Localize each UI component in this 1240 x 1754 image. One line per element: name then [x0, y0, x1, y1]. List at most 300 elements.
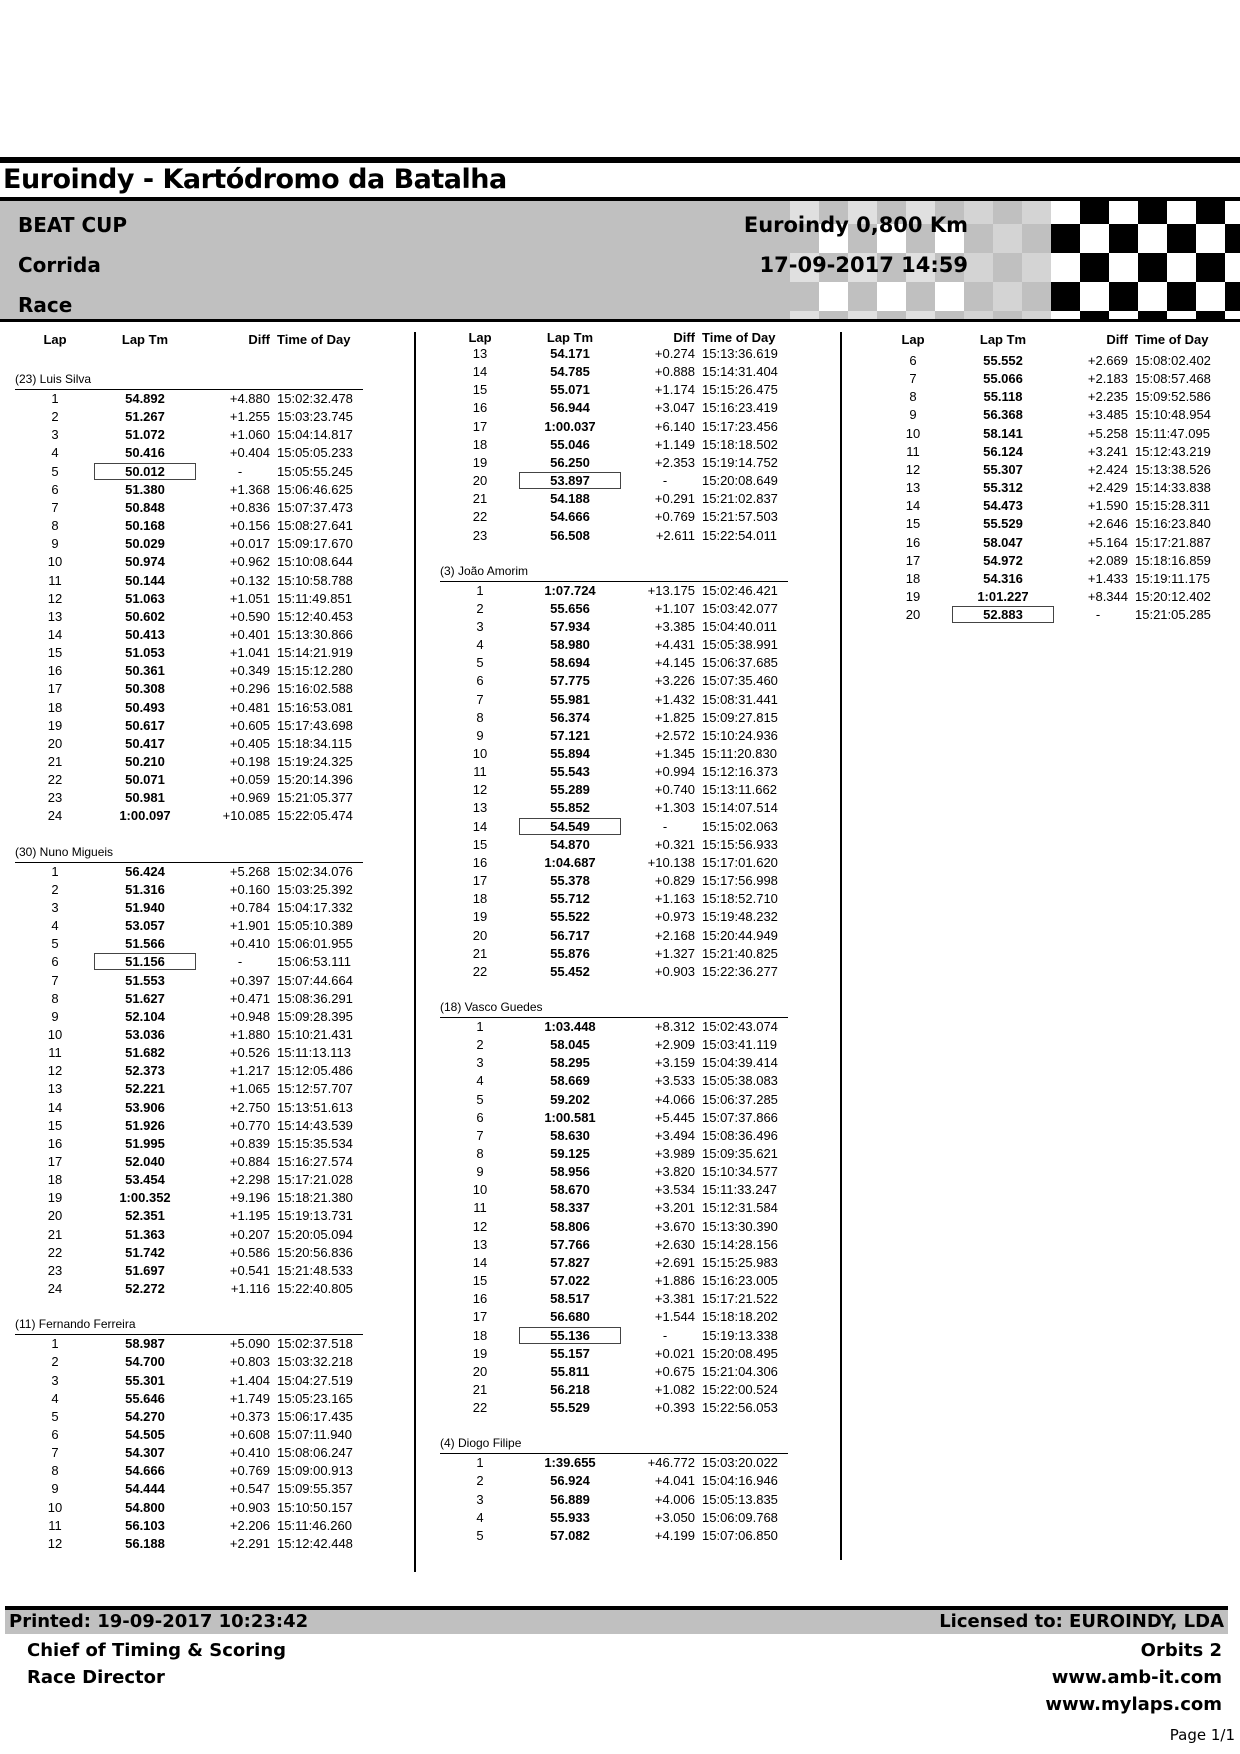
flag-square: [1109, 311, 1138, 322]
lap-time: 56.188: [125, 1535, 165, 1551]
lap-time: 52.351: [125, 1208, 165, 1224]
lap-time: 51.553: [125, 972, 165, 988]
lap-diff: +1.107: [654, 600, 695, 616]
lap-row: [440, 1200, 800, 1218]
time-of-day: 15:13:51.613: [277, 1099, 353, 1115]
lap-time: 57.022: [550, 1273, 590, 1289]
lap-row: [15, 627, 375, 645]
lap-row: [440, 1309, 800, 1327]
lap-row: [15, 591, 375, 609]
time-of-day: 15:18:18.502: [702, 436, 778, 452]
lap-row: [440, 710, 800, 728]
lap-number: 6: [909, 353, 917, 368]
lap-time: 51.053: [125, 645, 165, 661]
lap-row: [873, 571, 1233, 589]
lap-diff: +1.051: [229, 590, 270, 606]
lap-number: 23: [47, 1262, 63, 1278]
lap-diff: +4.041: [654, 1473, 695, 1489]
flag-square: [964, 253, 993, 282]
driver-name: (23) Luis Silva: [15, 372, 92, 386]
time-of-day: 15:02:37.518: [277, 1336, 353, 1352]
lap-time: 51.682: [125, 1045, 165, 1061]
lap-time: 51.156: [95, 954, 195, 969]
lap-time: 58.295: [550, 1055, 590, 1071]
chief-timing-label: Chief of Timing & Scoring: [27, 1640, 287, 1661]
lap-diff: +8.344: [1087, 588, 1128, 604]
lap-diff: +1.217: [229, 1063, 270, 1079]
flag-square: [1138, 201, 1167, 224]
lap-row: [873, 498, 1233, 516]
flag-square: [1196, 311, 1225, 322]
time-of-day: 15:03:41.119: [702, 1037, 777, 1053]
flag-square: [1022, 253, 1051, 282]
lap-row: [15, 808, 375, 826]
lap-row: [440, 891, 800, 909]
lap-time: 54.700: [125, 1354, 165, 1370]
lap-number: 20: [472, 1363, 488, 1379]
lap-time: 52.272: [125, 1281, 165, 1297]
lap-row: [440, 1346, 800, 1364]
lap-diff: -: [237, 463, 243, 479]
time-of-day: 15:10:58.788: [277, 572, 353, 588]
lap-diff: +0.393: [654, 1400, 695, 1416]
lap-time: 57.121: [550, 727, 590, 743]
time-of-day: 15:12:42.448: [277, 1535, 353, 1551]
lap-number: 11: [473, 1200, 487, 1216]
lap-diff: +0.410: [229, 936, 270, 952]
lap-time: 50.981: [125, 790, 165, 806]
lap-diff: -: [1095, 607, 1101, 623]
lap-row: [15, 700, 375, 718]
lap-diff: +0.321: [654, 836, 695, 852]
time-of-day: 15:18:21.380: [277, 1190, 353, 1206]
driver-name: (11) Fernando Ferreira: [15, 1317, 136, 1332]
lap-time: 58.806: [550, 1218, 590, 1234]
lap-number: 22: [47, 772, 63, 788]
lap-diff: +0.675: [654, 1363, 695, 1379]
lap-number: 16: [472, 400, 488, 416]
lap-diff: +1.163: [654, 891, 695, 907]
time-of-day: 15:17:21.522: [702, 1291, 778, 1307]
lap-diff: +3.159: [654, 1055, 695, 1071]
lap-time: 51.363: [125, 1226, 165, 1242]
lap-diff: +1.041: [229, 645, 270, 661]
lap-row: [15, 464, 375, 482]
lap-time: 55.529: [550, 1400, 590, 1416]
lap-diff: +0.839: [229, 1135, 270, 1151]
time-of-day: 15:15:28.311: [1135, 498, 1210, 514]
lap-row: [440, 964, 800, 982]
lap-row: [15, 1536, 375, 1554]
lap-diff: +13.175: [647, 582, 695, 598]
lap-row: [873, 480, 1233, 498]
time-of-day: 15:17:01.620: [702, 854, 778, 870]
lap-diff: +0.769: [654, 509, 695, 525]
lap-number: 12: [47, 590, 63, 606]
time-of-day: 15:08:31.441: [702, 691, 778, 707]
lap-time: 50.416: [125, 445, 165, 461]
lap-diff: +1.345: [654, 746, 695, 761]
column-header-tm: Lap Tm: [979, 332, 1027, 347]
time-of-day: 15:17:21.028: [277, 1172, 353, 1188]
lap-row: [15, 645, 375, 663]
lap-time: 55.301: [125, 1372, 165, 1388]
time-of-day: 15:07:44.664: [277, 972, 353, 988]
lap-row: [15, 864, 375, 882]
column-separator: [840, 332, 842, 1560]
time-of-day: 15:16:53.081: [277, 699, 353, 715]
flag-square: [1109, 201, 1138, 224]
lap-diff: +3.989: [654, 1146, 695, 1161]
lap-time: 55.118: [983, 389, 1023, 405]
lap-time: 56.944: [550, 400, 590, 416]
lap-diff: +0.836: [229, 499, 270, 515]
lap-diff: +2.291: [229, 1535, 270, 1551]
lap-time: 57.082: [550, 1527, 590, 1543]
lap-row: [15, 1263, 375, 1281]
time-of-day: 15:22:36.277: [702, 963, 778, 979]
flag-square: [848, 311, 877, 322]
lap-number: 4: [476, 1073, 484, 1089]
lap-row: [15, 1081, 375, 1099]
lap-time: 58.670: [550, 1182, 590, 1198]
lap-row: [15, 1427, 375, 1445]
lap-row: [440, 1019, 800, 1037]
lap-number: 4: [51, 1390, 59, 1406]
lap-time: 50.012: [95, 464, 195, 479]
lap-time: 58.956: [550, 1164, 590, 1180]
lap-row: [440, 364, 800, 382]
time-of-day: 15:11:47.095: [1135, 425, 1210, 441]
time-of-day: 15:19:14.752: [702, 454, 778, 470]
flag-square: [1196, 282, 1225, 311]
lap-number: 19: [472, 1345, 488, 1361]
flag-square: [877, 282, 906, 311]
time-of-day: 15:05:05.233: [277, 445, 353, 461]
lap-row: [873, 426, 1233, 444]
lap-diff: +1.404: [229, 1372, 270, 1388]
lap-diff: +3.820: [654, 1164, 695, 1180]
lap-row: [15, 1245, 375, 1263]
lap-row: [873, 553, 1233, 571]
flag-square: [1051, 253, 1080, 282]
race-director-label: Race Director: [27, 1667, 165, 1688]
website-link[interactable]: www.mylaps.com: [1045, 1694, 1222, 1715]
lap-row: [440, 1382, 800, 1400]
lap-number: 3: [476, 1055, 484, 1071]
time-of-day: 15:06:01.955: [277, 936, 353, 952]
lap-time: 53.897: [520, 473, 620, 488]
time-of-day: 15:02:32.478: [277, 391, 353, 406]
time-of-day: 15:05:23.165: [277, 1390, 353, 1406]
license-info: Licensed to: EUROINDY, LDA: [939, 1611, 1224, 1632]
time-of-day: 15:19:11.175: [1135, 570, 1210, 586]
time-of-day: 15:15:12.280: [277, 663, 353, 679]
lap-row: [873, 589, 1233, 607]
lap-row: [873, 535, 1233, 553]
lap-time: 57.775: [550, 673, 590, 689]
lap-row: [440, 692, 800, 710]
lap-row: [440, 1328, 800, 1346]
time-of-day: 15:10:50.157: [277, 1499, 353, 1515]
lap-number: 14: [472, 364, 488, 380]
time-of-day: 15:02:46.421: [702, 582, 778, 598]
time-of-day: 15:03:25.392: [277, 881, 353, 897]
flag-square: [1138, 311, 1167, 322]
time-of-day: 15:04:40.011: [702, 618, 777, 634]
time-of-day: 15:19:24.325: [277, 754, 353, 769]
lap-diff: +0.608: [229, 1426, 270, 1442]
time-of-day: 15:11:13.113: [277, 1045, 351, 1061]
time-of-day: 15:06:53.111: [277, 954, 351, 970]
lap-diff: +4.431: [654, 637, 695, 653]
lap-time: 51.063: [125, 590, 165, 606]
lap-time: 53.057: [125, 918, 165, 934]
lap-number: 13: [47, 1081, 63, 1097]
lap-time: 51.697: [125, 1262, 165, 1278]
lap-row: [440, 764, 800, 782]
lap-number: 16: [47, 663, 63, 679]
lap-row: [440, 1364, 800, 1382]
lap-time: 50.029: [125, 536, 165, 552]
time-of-day: 15:03:20.022: [702, 1455, 778, 1471]
column-header-tod: Time of Day: [702, 330, 776, 345]
lap-number: 15: [472, 382, 488, 398]
lap-diff: +0.404: [229, 445, 270, 461]
lap-row: [440, 1055, 800, 1073]
flag-square: [819, 282, 848, 311]
lap-diff: +0.397: [229, 972, 270, 988]
lap-diff: +0.973: [654, 909, 695, 925]
driver-underline: [15, 862, 363, 863]
lap-row: [440, 400, 800, 418]
lap-number: 3: [51, 1372, 59, 1388]
lap-diff: +2.424: [1087, 461, 1128, 477]
time-of-day: 15:08:02.402: [1135, 353, 1211, 368]
time-of-day: 15:10:08.644: [277, 554, 353, 570]
lap-time: 52.040: [125, 1154, 165, 1169]
lap-diff: +2.691: [654, 1254, 695, 1270]
lap-time: 50.361: [125, 663, 165, 679]
lap-row: [15, 991, 375, 1009]
lap-row: [440, 491, 800, 509]
flag-square: [1167, 253, 1196, 282]
lap-diff: +0.132: [229, 572, 270, 588]
lap-diff: -: [662, 473, 668, 489]
lap-number: 10: [47, 1026, 63, 1042]
lap-row: [15, 790, 375, 808]
lap-time: 1:00.097: [119, 808, 171, 824]
lap-time: 53.036: [125, 1026, 165, 1042]
flag-square: [1225, 311, 1240, 322]
lap-time: 52.221: [125, 1081, 165, 1097]
time-of-day: 15:06:37.285: [702, 1091, 778, 1107]
lap-number: 19: [47, 717, 63, 733]
driver-underline: [440, 1017, 788, 1018]
lap-number: 14: [472, 1254, 488, 1270]
flag-square: [790, 311, 819, 322]
lap-row: [440, 746, 800, 764]
time-of-day: 15:11:20.830: [702, 746, 777, 761]
lap-row: [873, 371, 1233, 389]
lap-row: [440, 637, 800, 655]
flag-square: [1109, 282, 1138, 311]
lap-time: 50.413: [125, 626, 165, 642]
time-of-day: 15:20:12.402: [1135, 588, 1211, 604]
lap-time: 58.337: [550, 1200, 590, 1216]
lap-number: 2: [476, 1037, 484, 1053]
flag-square: [1196, 253, 1225, 282]
lap-number: 2: [51, 881, 59, 897]
lap-time: 53.906: [125, 1099, 165, 1115]
lap-number: 4: [51, 918, 59, 934]
lap-diff: +0.770: [229, 1117, 270, 1133]
lap-time: 54.666: [550, 509, 590, 525]
printed-timestamp: Printed: 19-09-2017 10:23:42: [9, 1611, 309, 1632]
lap-time: 51.940: [125, 899, 165, 915]
lap-number: 5: [51, 463, 59, 479]
time-of-day: 15:05:38.991: [702, 637, 778, 653]
time-of-day: 15:13:11.662: [702, 782, 777, 798]
lap-time: 54.473: [983, 498, 1023, 514]
lap-diff: +2.630: [654, 1236, 695, 1252]
flag-square: [1022, 201, 1051, 224]
lap-time: 55.852: [550, 800, 590, 816]
time-of-day: 15:12:40.453: [277, 608, 353, 624]
time-of-day: 15:15:56.933: [702, 836, 778, 852]
lap-time: 54.870: [550, 836, 590, 852]
lap-diff: +0.884: [229, 1154, 270, 1169]
lap-row: [440, 1255, 800, 1273]
time-of-day: 15:20:14.396: [277, 772, 353, 788]
lap-number: 3: [476, 1491, 484, 1507]
lap-time: 50.168: [125, 518, 165, 534]
lap-time: 55.046: [550, 436, 590, 452]
lap-diff: +3.226: [654, 673, 695, 689]
lap-diff: +1.195: [229, 1208, 270, 1224]
lap-diff: +1.060: [229, 427, 270, 443]
lap-diff: +4.006: [654, 1491, 695, 1507]
lap-time: 1:00.352: [119, 1190, 171, 1206]
time-of-day: 15:18:18.202: [702, 1309, 778, 1325]
lap-number: 5: [476, 655, 484, 671]
lap-diff: +4.199: [654, 1527, 695, 1543]
lap-time: 51.627: [125, 990, 165, 1006]
lap-time: 55.071: [550, 382, 590, 398]
lap-number: 1: [51, 863, 59, 879]
lap-diff: +1.432: [654, 691, 695, 707]
time-of-day: 15:06:37.685: [702, 655, 778, 671]
lap-number: 18: [905, 570, 921, 586]
lap-row: [15, 1009, 375, 1027]
time-of-day: 15:13:30.866: [277, 626, 353, 642]
lap-diff: +0.586: [229, 1244, 270, 1260]
time-of-day: 15:22:05.474: [277, 808, 353, 824]
lap-time: 56.508: [550, 527, 590, 543]
time-of-day: 15:07:37.473: [277, 499, 353, 515]
time-of-day: 15:20:05.094: [277, 1226, 353, 1242]
lap-row: [15, 1354, 375, 1372]
lap-time: 51.267: [125, 409, 165, 425]
driver-name: (4) Diogo Filipe: [440, 1436, 522, 1451]
lap-diff: +1.065: [229, 1081, 270, 1097]
lap-row: [15, 882, 375, 900]
lap-diff: +0.481: [229, 699, 270, 715]
lap-time: 55.452: [550, 963, 590, 979]
time-of-day: 15:05:55.245: [277, 463, 353, 479]
lap-row: [440, 1273, 800, 1291]
lap-time: 51.995: [125, 1135, 165, 1151]
lap-time: 56.218: [550, 1381, 590, 1397]
lap-row: [15, 1336, 375, 1354]
time-of-day: 15:19:48.232: [702, 909, 778, 925]
lap-diff: +1.082: [654, 1381, 695, 1397]
lap-diff: +0.803: [229, 1354, 270, 1370]
driver-name: (3) João Amorim: [440, 563, 529, 578]
lap-diff: +3.201: [654, 1200, 695, 1216]
time-of-day: 15:20:08.649: [702, 473, 778, 489]
flag-square: [964, 201, 993, 224]
lap-number: 16: [472, 1291, 488, 1307]
lap-number: 10: [905, 425, 921, 441]
lap-time: 52.883: [953, 607, 1053, 622]
time-of-day: 15:15:25.983: [702, 1254, 778, 1270]
time-of-day: 15:07:11.940: [277, 1426, 352, 1442]
lap-number: 5: [51, 936, 59, 952]
time-of-day: 15:07:35.460: [702, 673, 778, 689]
time-of-day: 15:13:30.390: [702, 1218, 778, 1234]
lap-number: 17: [472, 873, 488, 889]
lap-row: [15, 1136, 375, 1154]
website-link[interactable]: www.amb-it.com: [1051, 1667, 1222, 1688]
lap-diff: +1.149: [654, 436, 695, 452]
lap-time: 1:00.037: [544, 418, 596, 434]
lap-time: 54.505: [125, 1426, 165, 1442]
lap-row: [440, 473, 800, 491]
lap-time: 1:00.581: [544, 1109, 596, 1125]
time-of-day: 15:20:56.836: [277, 1244, 353, 1260]
lap-diff: +1.590: [1087, 498, 1128, 514]
flag-square: [935, 282, 964, 311]
time-of-day: 15:03:42.077: [702, 600, 778, 616]
lap-number: 12: [472, 1218, 488, 1234]
lap-row: [440, 1237, 800, 1255]
time-of-day: 15:05:10.389: [277, 918, 353, 934]
lap-row: [440, 873, 800, 891]
lap-row: [15, 500, 375, 518]
lap-time: 55.378: [550, 873, 590, 889]
time-of-day: 15:12:16.373: [702, 764, 778, 780]
flag-square: [964, 311, 993, 322]
lap-number: 9: [51, 536, 59, 552]
lap-row: [873, 389, 1233, 407]
lap-number: 13: [472, 1236, 488, 1252]
lap-number: 2: [476, 600, 484, 616]
venue-title: Euroindy - Kartódromo da Batalha: [3, 164, 507, 195]
flag-square: [1080, 282, 1109, 311]
lap-number: 19: [905, 588, 921, 604]
flag-square: [1167, 224, 1196, 253]
lap-diff: +6.140: [654, 418, 695, 434]
lap-number: 9: [476, 727, 484, 743]
lap-number: 14: [47, 626, 63, 642]
lap-row: [15, 1373, 375, 1391]
lap-number: 15: [905, 516, 921, 532]
flag-square: [1051, 224, 1080, 253]
lap-time: 58.045: [550, 1037, 590, 1053]
lap-row: [440, 673, 800, 691]
lap-row: [15, 482, 375, 500]
